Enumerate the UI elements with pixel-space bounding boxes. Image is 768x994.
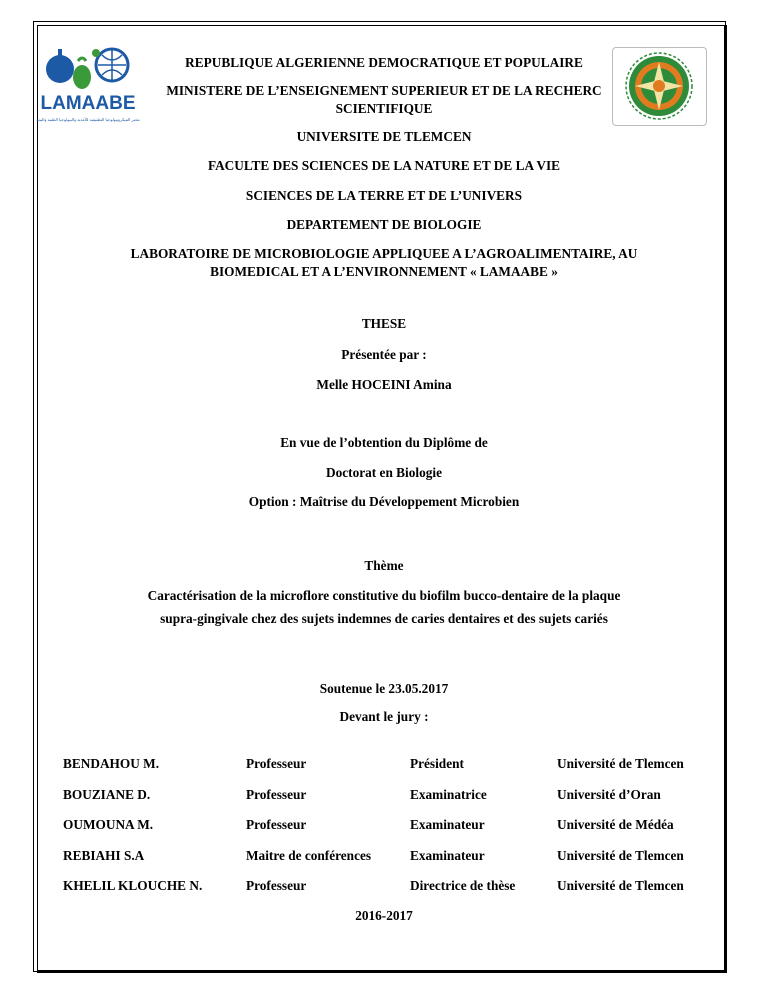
jury-name: REBIAHI S.A [63,848,145,863]
jury-grade: Maitre de conférences [246,848,372,863]
laboratory-line-2: BIOMEDICAL ET A L’ENVIRONNEMENT « LAMAABE » [210,264,558,279]
department-name: DEPARTEMENT DE BIOLOGIE [286,217,482,232]
laboratory-line-1: LABORATOIRE DE MICROBIOLOGIE APPLIQUEE A L’AGROALIMENTAIRE, AU [130,246,638,261]
jury-name: BOUZIANE D. [63,787,151,802]
jury-grade: Professeur [246,878,307,893]
thesis-title-line-2: supra-gingivale chez des sujets indemnes de caries dentaires et des sujets cariés [160,611,608,626]
jury-institution: Université d’Oran [557,787,661,802]
lamaabe-logo-caption: مخبر الميكروبيولوجيا التطبيقية للأغذية والبيولوجيا الطبية والبيئة [36,117,140,122]
jury-name: OUMOUNA M. [63,817,154,832]
university-name: UNIVERSITE DE TLEMCEN [296,129,472,144]
jury-name: KHELIL KLOUCHE N. [63,878,203,893]
jury-grade: Professeur [246,817,307,832]
jury-role: Président [410,756,464,771]
jury-institution: Université de Tlemcen [557,878,684,893]
sciences-line: SCIENCES DE LA TERRE ET DE L’UNIVERS [245,188,523,203]
jury-name: BENDAHOU M. [63,756,160,771]
academic-year: 2016-2017 [355,908,413,923]
jury-row [0,817,768,835]
jury-row [0,848,768,866]
diploma-objective: En vue de l’obtention du Diplôme de [280,435,488,450]
jury-role: Examinateur [410,848,485,863]
defense-date: Soutenue le 23.05.2017 [319,681,449,696]
republic-line: REPUBLIQUE ALGERIENNE DEMOCRATIQUE ET POPULAIRE [185,55,583,70]
option: Option : Maîtrise du Développement Microbien [248,494,520,509]
theme-label: Thème [364,558,404,573]
jury-role: Examinatrice [410,787,487,802]
jury-row [0,878,768,896]
jury-grade: Professeur [246,787,307,802]
ministry-line: MINISTERE DE L’ENSEIGNEMENT SUPERIEUR ET DE LA RECHERC [166,83,602,98]
presented-by: Présentée par : [341,347,427,362]
jury-role: Examinateur [410,817,485,832]
jury-institution: Université de Tlemcen [557,756,684,771]
jury-label: Devant le jury : [339,709,429,724]
jury-institution: Université de Tlemcen [557,848,684,863]
jury-row [0,756,768,774]
thesis-title-line-1: Caractérisation de la microflore constitutive du biofilm bucco-dentaire de la plaque [147,588,621,603]
jury-grade: Professeur [246,756,307,771]
jury-institution: Université de Médéa [557,817,674,832]
lamaabe-logo-text: LAMAABE [40,93,136,114]
ministry-line-2: SCIENTIFIQUE [335,101,433,116]
jury-row [0,787,768,805]
faculty-name: FACULTE DES SCIENCES DE LA NATURE ET DE LA VIE [207,158,561,173]
author-name: Melle HOCEINI Amina [316,377,452,392]
thesis-type: THESE [361,316,407,331]
degree: Doctorat en Biologie [326,465,442,480]
jury-role: Directrice de thèse [410,878,516,893]
